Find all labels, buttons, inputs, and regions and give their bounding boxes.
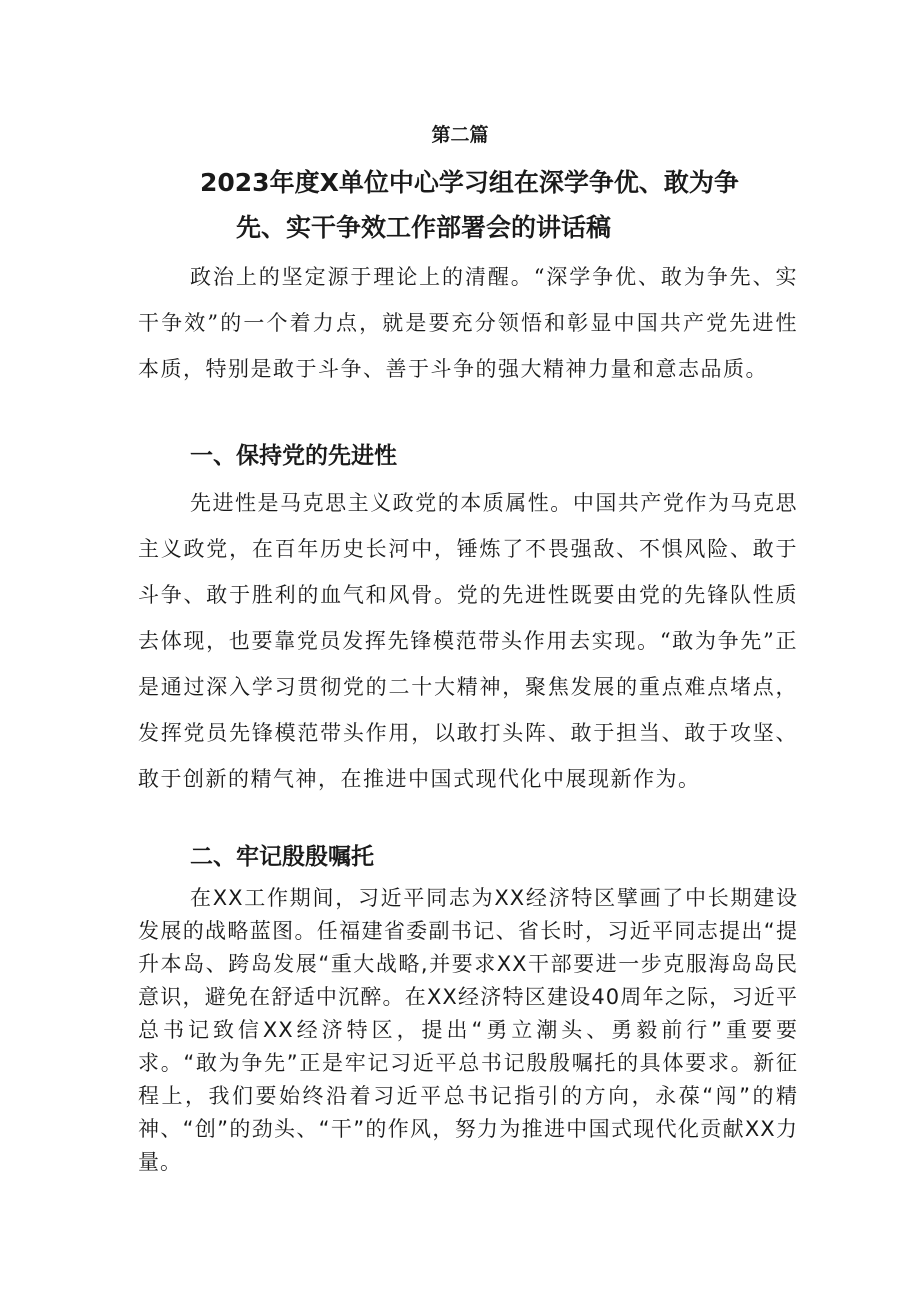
section-body-2: 在XX工作期间，习近平同志为XX经济特区擘画了中长期建设发展的战略蓝图。任福建省委副书记、省长时，习近平同志提出“提升本岛、跨岛发展“重大战略,并要求XX干部要进一步克服海岛岛民意识，避免在舒适中沉醉。在XX经济特区建设40周年之际，习近平总书记致信XX经济特区，提出“勇立潮头、勇毅前行”重要要求。“敢为争先”正是牢记习近平总书记殷殷嘱托的具体要求。新征程上，我们要始终沿着习近平总书记指引的方向，永葆“闯”的精神、“创”的劲头、“干”的作风，努力为推进中国式现代化贡献XX力量。 bbox=[138, 886, 798, 1174]
section-heading-2: 二、牢记殷殷嘱托 bbox=[190, 844, 374, 870]
document-label: 第二篇 bbox=[431, 124, 489, 146]
section-body-1: 先进性是马克思主义政党的本质属性。中国共产党作为马克思主义政党，在百年历史长河中，锤炼了不畏强敌、不惧风险、敢于斗争、敢于胜利的血气和风骨。党的先进性既要由党的先锋队性质去体现，也要靠党员发挥先锋模范带头作用去实现。“敢为争先”正是通过深入学习贯彻党的二十大精神，聚焦发展的重点难点堵点，发挥党员先锋模范带头作用，以敢打头阵、敢于担当、敢于攻坚、敢于创新的精气神，在推进中国式现代化中展现新作为。 bbox=[138, 491, 798, 791]
document-title-line1: 2023年度X单位中心学习组在深学争优、敢为争 bbox=[200, 168, 739, 197]
document-title-line2: 先、实干争效工作部署会的讲话稿 bbox=[236, 213, 612, 242]
section-heading-1: 一、保持党的先进性 bbox=[190, 443, 397, 469]
intro-paragraph: 政治上的坚定源于理论上的清醒。“深学争优、敢为争先、实干争效”的一个着力点，就是要充分领悟和彰显中国共产党先进性本质，特别是敢于斗争、善于斗争的强大精神力量和意志品质。 bbox=[138, 265, 798, 381]
